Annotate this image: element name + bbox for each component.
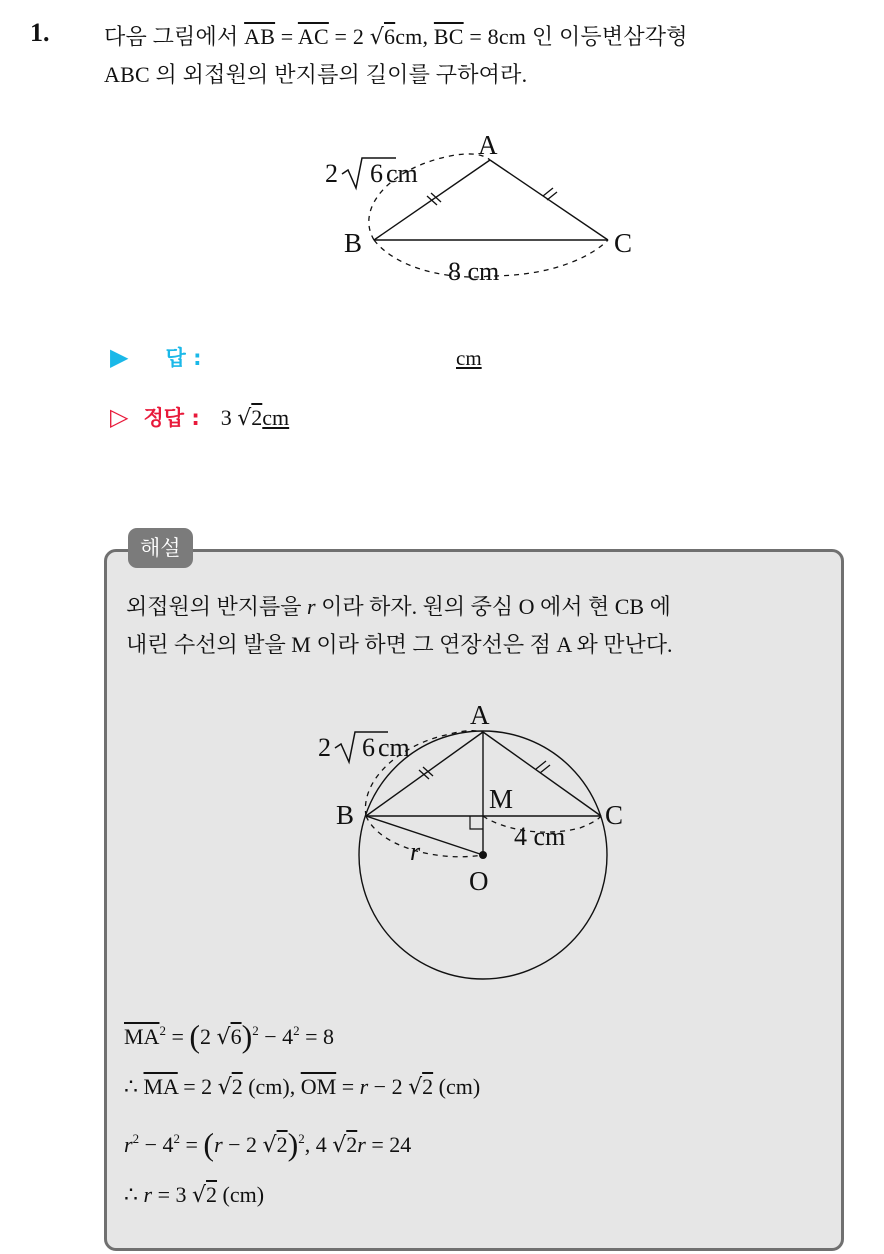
- equation-4: [124, 1182, 264, 1208]
- variable-r: r: [143, 1182, 153, 1207]
- coef: 2: [200, 1024, 217, 1049]
- label-b: B: [344, 228, 363, 258]
- term: − 2: [222, 1132, 263, 1157]
- explanation-text: 외접원의 반지름을: [126, 594, 308, 619]
- equation-1: $\overline{MA}^2 = (2$ $√6)^2 - 4^2 = 8$: [124, 1018, 335, 1054]
- sqrt-2: √2: [191, 1182, 218, 1208]
- unit: (cm),: [242, 1074, 301, 1099]
- center-dot: [479, 851, 487, 859]
- label-mc-length: 4 cm: [514, 822, 566, 851]
- term: − 4: [139, 1132, 174, 1157]
- exponent: 2: [293, 1023, 300, 1038]
- label-c: C: [614, 228, 633, 258]
- radicand: 2: [346, 1132, 358, 1157]
- value-prefix: = 2: [328, 24, 370, 49]
- label-ab-length-unit: cm: [386, 159, 418, 188]
- segment-ma: $\overline{MA}$: [143, 1074, 178, 1099]
- segment-ma: $\overline{MA}$: [124, 1024, 160, 1049]
- explanation-text: 이라 하자. 원의 중심 O 에서 현 CB 에: [315, 594, 671, 619]
- value-bc: = 8cm: [463, 24, 527, 49]
- outline-play-icon: ▷: [110, 403, 129, 431]
- answer-label: 답 :: [165, 346, 202, 370]
- correct-answer-label: 정답 :: [143, 406, 200, 430]
- exponent: 2: [159, 1023, 166, 1038]
- triangle-figure: [300, 118, 660, 298]
- equals: =: [336, 1074, 360, 1099]
- label-ab-length-prefix: 2: [325, 159, 338, 188]
- label-a-2: A: [470, 700, 490, 730]
- radicand: 6: [230, 1024, 242, 1049]
- equals: = 2: [177, 1074, 218, 1099]
- label-b-2: B: [336, 800, 355, 830]
- term: − 2: [368, 1074, 409, 1099]
- unit: (cm): [217, 1182, 265, 1207]
- sqrt-6: √6: [369, 24, 396, 50]
- question-line-1: [104, 20, 688, 51]
- sqrt-2: √2: [332, 1132, 358, 1158]
- variable-r: r: [307, 594, 316, 619]
- equals: =: [179, 1132, 204, 1157]
- explanation-tag: 해설: [128, 528, 193, 568]
- exponent: 2: [173, 1131, 180, 1146]
- variable-r: r: [359, 1074, 369, 1099]
- sqrt-2: √2: [217, 1074, 243, 1100]
- explanation-line-2: 내린 수선의 발을 M 이라 하면 그 연장선은 점 A 와 만난다.: [126, 632, 673, 657]
- correct-answer-row: [110, 402, 289, 432]
- question-line-2: ABC 의 외접원의 반지름의 길이를 구하여라.: [104, 62, 528, 87]
- sqrt-2: √2: [237, 405, 263, 431]
- result: = 24: [365, 1132, 412, 1157]
- equals: =: [275, 24, 298, 49]
- answer-blank-unit[interactable]: cm: [456, 346, 482, 370]
- circle-figure: [300, 690, 660, 990]
- sqrt-2: √2: [262, 1132, 288, 1158]
- term: − 4: [258, 1024, 294, 1049]
- label-o: O: [469, 866, 489, 896]
- segment-ab: $\overline{AB}$: [244, 24, 276, 49]
- radicand: 2: [422, 1074, 434, 1099]
- label-a: A: [478, 130, 498, 160]
- radicand: 2: [251, 405, 263, 430]
- radicand: 2: [276, 1132, 288, 1157]
- term: , 4: [304, 1132, 333, 1157]
- correct-answer-unit: cm: [262, 405, 290, 430]
- variable-r: r: [214, 1132, 223, 1157]
- unit: cm,: [395, 24, 434, 49]
- unit: (cm): [433, 1074, 481, 1099]
- label-ab-length-prefix-2: 2: [318, 733, 331, 762]
- variable-r: r: [124, 1132, 133, 1157]
- equals: =: [165, 1024, 190, 1049]
- radicand: 2: [206, 1182, 218, 1207]
- side-ac: [490, 160, 608, 240]
- label-bc-length: 8 cm: [448, 257, 500, 286]
- therefore-symbol: ∴: [124, 1182, 144, 1207]
- exponent: 2: [132, 1131, 140, 1146]
- label-ab-length-rad: 6: [370, 159, 383, 188]
- exponent: 2: [298, 1131, 305, 1146]
- right-angle-mark: [470, 816, 483, 829]
- question-text: 다음 그림에서: [104, 24, 245, 49]
- play-icon: ▶: [110, 343, 129, 371]
- answer-row: [110, 342, 201, 372]
- sqrt-6: √6: [216, 1024, 242, 1050]
- explanation-line-1: [126, 590, 671, 621]
- segment-bc: $\overline{BC}$: [433, 24, 464, 49]
- variable-r: r: [357, 1132, 366, 1157]
- label-ab-length-rad-2: 6: [362, 733, 375, 762]
- label-c-2: C: [605, 800, 624, 830]
- therefore-symbol: ∴: [124, 1074, 144, 1099]
- equation-2: [124, 1074, 480, 1100]
- segment-om: $\overline{OM}$: [300, 1074, 337, 1099]
- label-m: M: [489, 784, 514, 814]
- question-number: 1.: [30, 18, 50, 47]
- label-r: r: [410, 837, 421, 866]
- sqrt-2: √2: [408, 1074, 434, 1100]
- segment-ac: $\overline{AC}$: [297, 24, 329, 49]
- question-suffix: 인 이등변삼각형: [526, 24, 688, 49]
- result: = 8: [299, 1024, 335, 1049]
- segment-bo: [366, 816, 483, 855]
- equals: = 3: [152, 1182, 192, 1207]
- correct-answer-prefix: 3: [220, 405, 238, 430]
- label-ab-length-unit-2: cm: [378, 733, 410, 762]
- radicand: 2: [231, 1074, 243, 1099]
- equation-3: $r^2 - 4^2 = (r - 2$ √2)$^2$, 4 √2r = 24: [124, 1126, 412, 1162]
- radicand: 6: [384, 24, 396, 49]
